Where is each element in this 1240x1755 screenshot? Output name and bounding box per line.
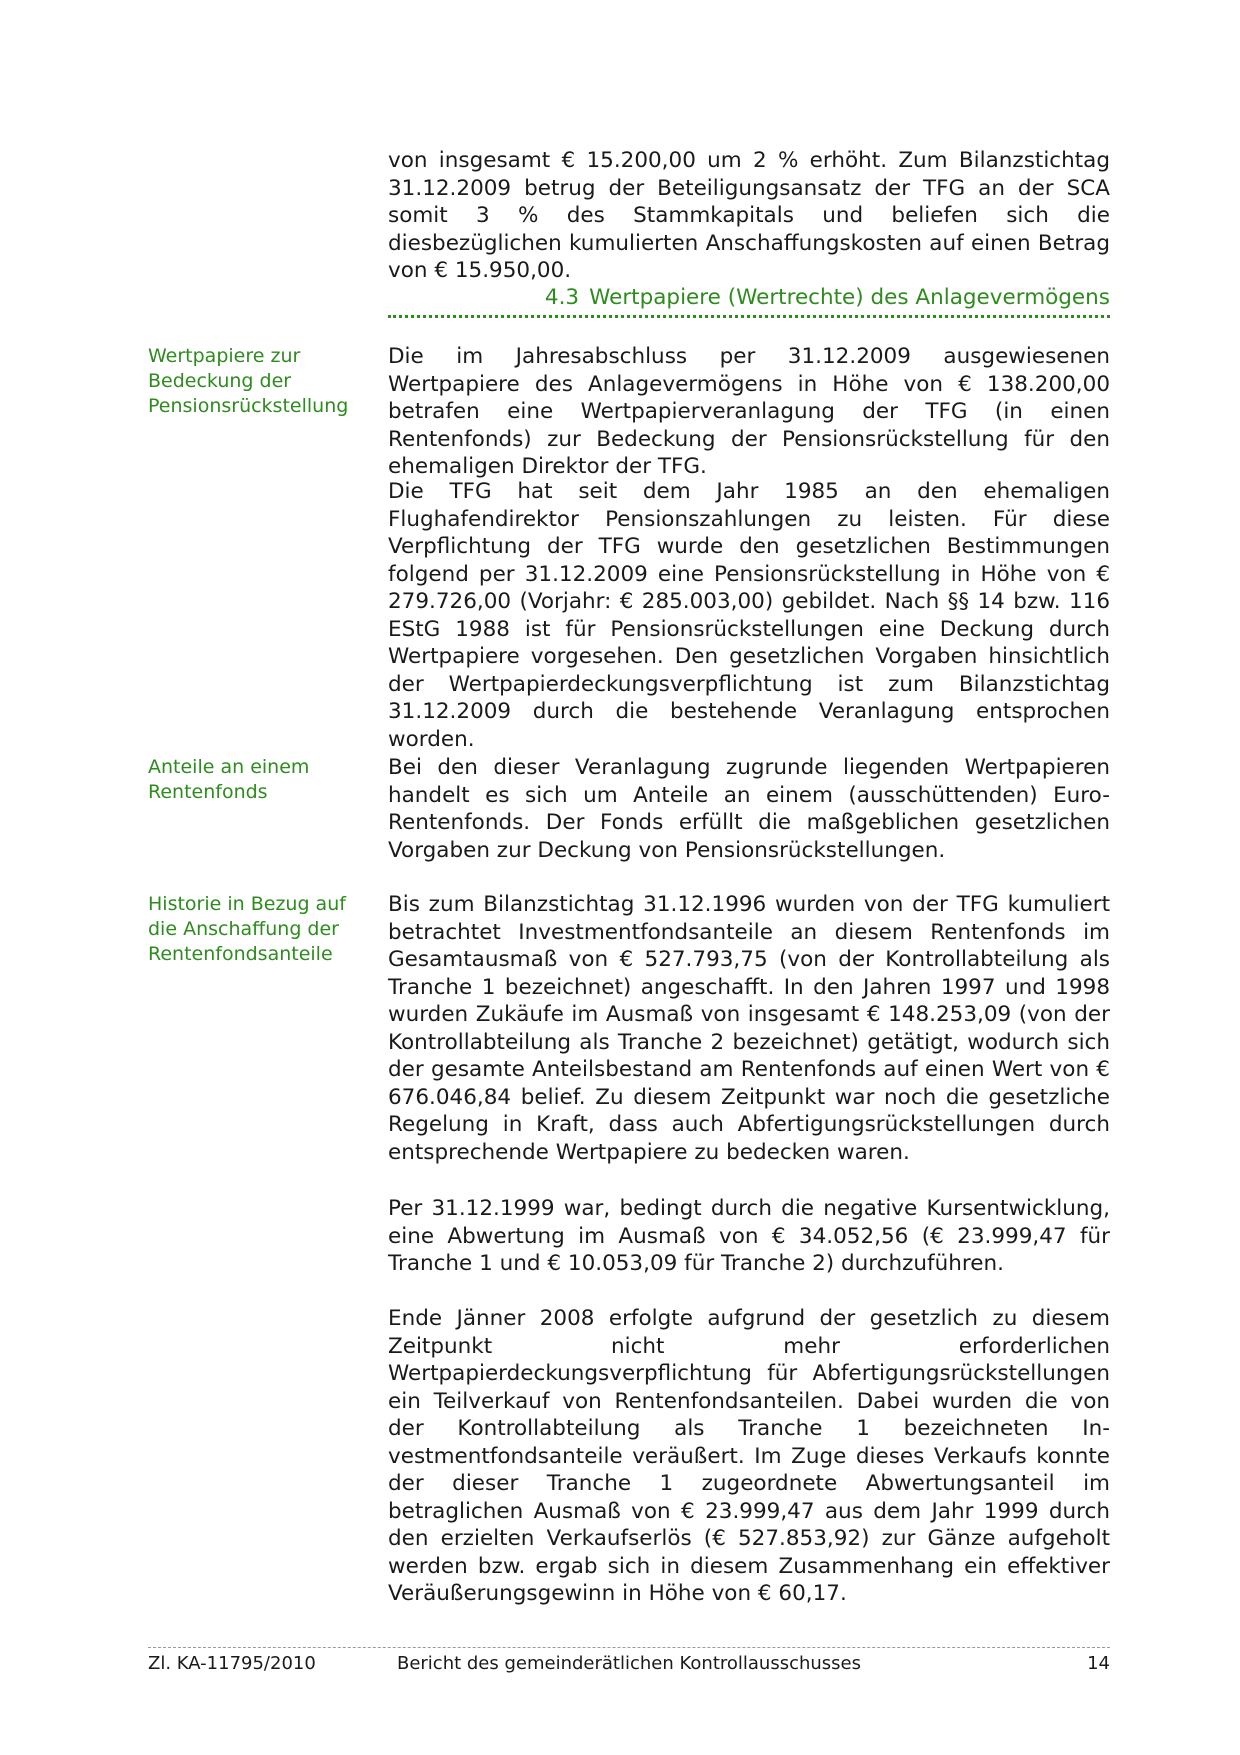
paragraph: Die TFG hat seit dem Jahr 1985 an den ehemaligen Flughafendirektor Pensionszahlungen zu leisten. Für diese Verpflichtung der TFG wurde den gesetzlichen Bestimmungen folgend per 31.12.2009 eine Pensionsrückstellung in Höhe von € 279.726,00 (Vorjahr: € 285.003,00) gebildet. Nach §§ 14 bzw. 116 EStG 1988 ist für Pensionsrückstellungen eine Deckung durch Wertpapiere vorgesehen. Den gesetzlichen Vorgaben hinsichtlich der Wertpapierdeckungsverpflichtung ist zum Bilanzstichtag 31.12.2009 durch die bestehende Veranlagung entsprochen worden.: [388, 479, 1110, 752]
margin-note: Wertpapiere zur Bedeckung der Pensionsrückstellung: [148, 345, 349, 417]
paragraph: Bis zum Bilanzstichtag 31.12.1996 wurden von der TFG kumuliert betrachtet Investmentfondsanteile an diesem Rentenfonds im Gesamtausmaß von € 527.793,75 (von der Kontrollabteilung als Tranche 1 bezeichnet) angeschafft. In den Jahren 1997 und 1998 wurden Zukäufe im Ausmaß von insgesamt € 148.253,09 (von der Kontrollabteilung als Tranche 2 bezeichnet) getätigt, wodurch sich der gesamte Anteilsbestand am Rentenfonds auf einen Wert von € 676.046,84 belief. Zu diesem Zeitpunkt war noch die gesetzliche Regelung in Kraft, dass auch Abfertigungsrückstellungen durch entsprechende Wertpapiere zu bedecken waren.: [388, 892, 1110, 1165]
paragraph: Die im Jahresabschluss per 31.12.2009 ausgewiesenen Wertpapiere des Anlagevermögens in Höhe von € 138.200,00 betrafen eine Wertpapierveranlagung der TFG (in einen Rentenfonds) zur Bedeckung der Pensionsrückstellung für den ehemaligen Direktor der TFG.: [388, 344, 1110, 479]
margin-note: Anteile an einem Rentenfonds: [148, 756, 310, 803]
section-heading: [388, 284, 1110, 318]
section-title: Wertpapiere (Wertrechte) des Anlagevermögens: [589, 285, 1110, 310]
paragraph: Ende Jänner 2008 erfolgte aufgrund der gesetzlich zu diesem Zeitpunkt nicht mehr erforderlichen Wertpapierdeckungsverpflichtung für Abfertigungsrückstellungen ein Teilverkauf von Rentenfondsanteilen. Dabei wurden die von der Kontrollabteilung als Tranche 1 bezeichneten Investmentfondsanteile veräußert. Im Zuge dieses Verkaufs konnte der dieser Tranche 1 zugeordnete Abwertungsanteil im betraglichen Ausmaß von € 23.999,47 aus dem Jahr 1999 durch den erzielten Verkaufserlös (€ 527.853,92) zur Gänze aufgeholt werden bzw. ergab sich in diesem Zusammenhang ein effektiver Veräußerungsgewinn in Höhe von € 60,17.: [388, 1306, 1110, 1606]
footer-report-title: Bericht des gemeinderätlichen Kontrollausschusses: [396, 1653, 862, 1674]
page-number: 14: [1087, 1653, 1110, 1674]
paragraph: Bei den dieser Veranlagung zugrunde liegenden Wertpapieren handelt es sich um Anteile an einem (ausschüttenden) Euro-Rentenfonds. Der Fonds erfüllt die maßgeblichen gesetzlichen Vorgaben zur Deckung von Pensionsrückstellungen.: [388, 755, 1110, 863]
margin-note: Historie in Bezug auf die Anschaffung der Rentenfondsanteile: [148, 893, 346, 965]
intro-paragraph: von insgesamt € 15.200,00 um 2 % erhöht. Zum Bilanzstichtag 31.12.2009 betrug der Beteiligungsansatz der TFG an der SCA somit 3 % des Stammkapitals und beliefen sich die diesbezüglichen kumulierten Anschaffungskosten auf einen Betrag von € 15.950,00.: [388, 148, 1110, 283]
footer-divider: [148, 1647, 1110, 1648]
footer-reference: Zl. KA-11795/2010: [148, 1653, 316, 1674]
paragraph: Per 31.12.1999 war, bedingt durch die negative Kursentwicklung, eine Abwertung im Ausmaß von € 34.052,56 (€ 23.999,47 für Tranche 1 und € 10.053,09 für Tranche 2) durchzuführen.: [388, 1196, 1110, 1276]
section-number: 4.3: [544, 285, 580, 310]
